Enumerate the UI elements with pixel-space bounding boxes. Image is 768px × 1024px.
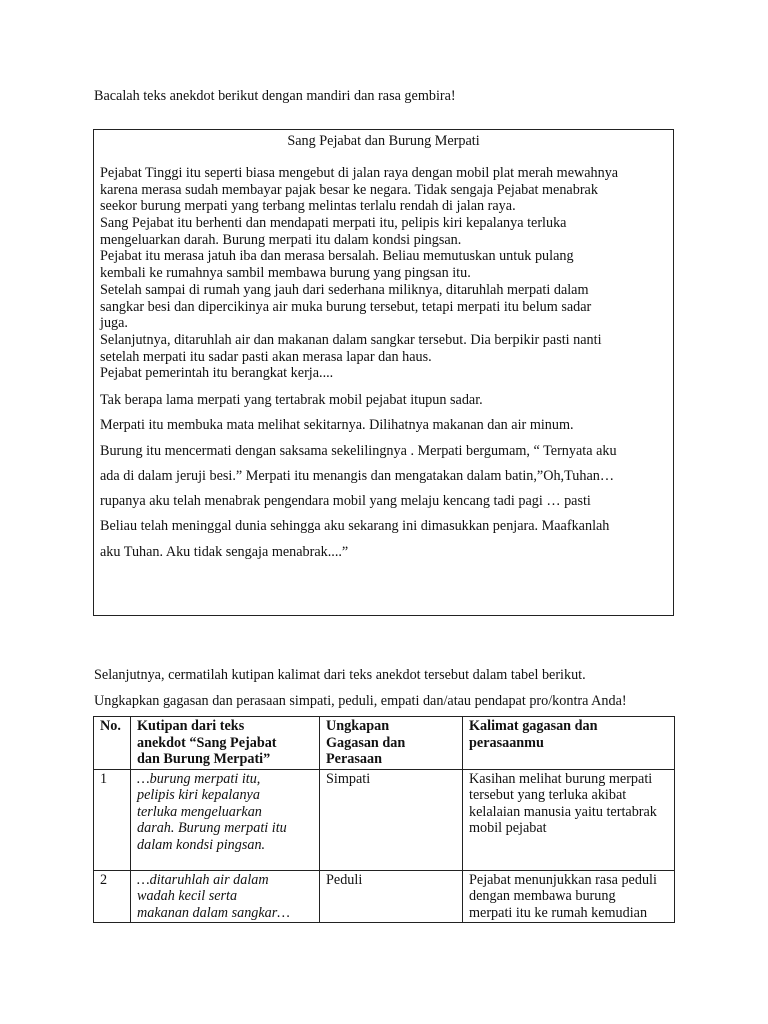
instruction-text: Bacalah teks anekdot berikut dengan mandiri dan rasa gembira!	[94, 88, 456, 104]
story-line: Setelah sampai di rumah yang jauh dari sederhana miliknya, ditaruhlah merpati dalam	[100, 281, 589, 298]
header-kutipan: Kutipan dari teks anekdot “Sang Pejabat dan Burung Merpati”	[131, 717, 320, 770]
story-line: Pejabat pemerintah itu berangkat kerja....	[100, 365, 334, 382]
story-line: Beliau telah meninggal dunia sehingga aku sekarang ini dimasukkan penjara. Maafkanlah	[100, 518, 610, 535]
story-paragraph-2	[100, 388, 617, 565]
story-line: sangkar besi dan dipercikinya air muka burung tersebut, tetapi merpati itu belum sadar	[100, 298, 592, 315]
story-title: Sang Pejabat dan Burung Merpati	[287, 133, 480, 149]
story-line: Pejabat itu merasa jatuh iba dan merasa bersalah. Beliau memutuskan untuk pulang	[100, 248, 574, 265]
story-box	[93, 129, 674, 616]
story-line: Burung itu mencermati dengan saksama sekelilingnya . Merpati bergumam, “ Ternyata aku	[100, 442, 617, 459]
story-line: rupanya aku telah menabrak pengendara mobil yang melaju kencang tadi pagi … pasti	[100, 493, 591, 510]
row-sentence: Pejabat menunjukkan rasa peduli dengan membawa burung merpati itu ke rumah kemudian	[463, 870, 675, 923]
story-line: ada di dalam jeruji besi.” Merpati itu menangis dan mengatakan dalam batin,”Oh,Tuhan…	[100, 467, 615, 484]
row-expression: Simpati	[320, 769, 463, 870]
table-header-row	[94, 717, 675, 770]
story-line: seekor burung merpati yang terbang melintas terlalu rendah di jalan raya.	[100, 198, 516, 215]
story-line: Pejabat Tinggi itu seperti biasa mengebut di jalan raya dengan mobil plat merah mewahnya	[100, 165, 619, 181]
story-line: Merpati itu membuka mata melihat sekitarnya. Dilihatnya makanan dan air minum.	[100, 417, 574, 434]
story-line: aku Tuhan. Aku tidak sengaja menabrak....”	[100, 543, 349, 560]
header-ungkapan: Ungkapan Gagasan dan Perasaan	[320, 717, 463, 770]
story-line: Selanjutnya, ditaruhlah air dan makanan dalam sangkar tersebut. Dia berpikir pasti nanti	[100, 331, 602, 348]
table-row	[94, 870, 675, 923]
story-line: setelah merpati itu sadar pasti akan merasa lapar dan haus.	[100, 348, 432, 365]
row-quote: …ditaruhlah air dalam wadah kecil serta makanan dalam sangkar…	[131, 870, 320, 923]
story-line: mengeluarkan darah. Burung merpati itu dalam kondsi pingsan.	[100, 231, 462, 248]
quotes-table	[93, 716, 675, 923]
header-no: No.	[94, 717, 131, 770]
story-line: Tak berapa lama merpati yang tertabrak mobil pejabat itupun sadar.	[100, 392, 483, 408]
header-kalimat: Kalimat gagasan dan perasaanmu	[463, 717, 675, 770]
story-line: kembali ke rumahnya sambil membawa burung yang pingsan itu.	[100, 265, 471, 282]
row-number: 2	[94, 870, 131, 923]
story-line: karena merasa sudah membayar pajak besar ke negara. Tidak sengaja Pejabat menabrak	[100, 181, 598, 198]
table-row	[94, 769, 675, 870]
story-paragraph	[100, 165, 618, 382]
row-sentence: Kasihan melihat burung merpati tersebut yang terluka akibat kelalaian manusia yaitu tertabrak mobil pejabat	[463, 769, 675, 870]
table-instruction: Selanjutnya, cermatilah kutipan kalimat dari teks anekdot tersebut dalam tabel berikut.	[94, 667, 586, 683]
row-quote: …burung merpati itu, pelipis kiri kepalanya terluka mengeluarkan darah. Burung merpati itu dalam kondsi pingsan.	[131, 769, 320, 870]
row-number: 1	[94, 769, 131, 870]
row-expression: Peduli	[320, 870, 463, 923]
task-instruction: Ungkapkan gagasan dan perasaan simpati, peduli, empati dan/atau pendapat pro/kontra Anda!	[94, 693, 627, 709]
story-line: juga.	[100, 315, 128, 332]
story-line: Sang Pejabat itu berhenti dan mendapati merpati itu, pelipis kiri kepalanya terluka	[100, 215, 567, 232]
